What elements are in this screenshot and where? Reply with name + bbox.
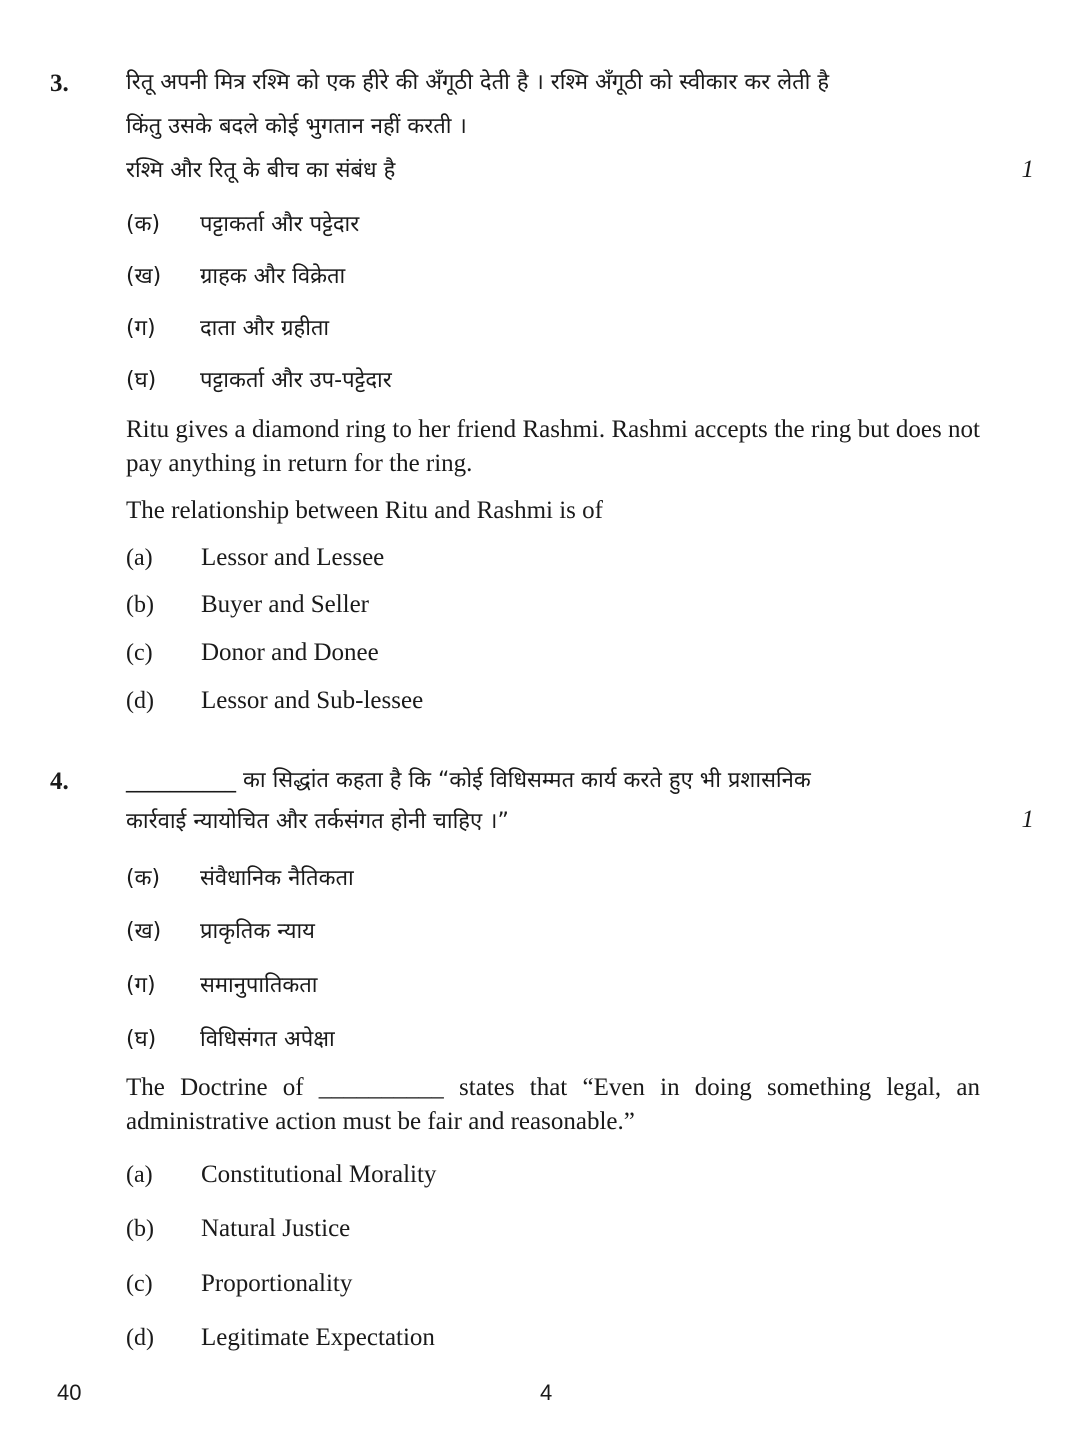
- question-hindi-stem-line: रितू अपनी मित्र रश्मि को एक हीरे की अँगूठी देती है । रश्मि अँगूठी को स्वीकार कर लेती है: [126, 70, 830, 95]
- question-hindi-stem-line: कार्रवाई न्यायोचित और तर्कसंगत होनी चाहिए ।”: [126, 809, 509, 834]
- option-text: विधिसंगत अपेक्षा: [200, 1027, 335, 1052]
- option-text: Donor and Donee: [201, 639, 379, 666]
- option-label: (घ): [126, 1027, 157, 1052]
- option-label: (क): [126, 212, 161, 237]
- option-text: Lessor and Sub-lessee: [201, 687, 424, 714]
- option-label: (ग): [126, 316, 156, 341]
- option-label: (क): [126, 866, 161, 891]
- option-text: Lessor and Lessee: [201, 544, 385, 571]
- option-text: Proportionality: [201, 1270, 353, 1297]
- option-label: (ख): [126, 264, 162, 289]
- question-english-stem: Ritu gives a diamond ring to her friend Rashmi. Rashmi accepts the ring but does not pay anything in return for the ring.: [126, 416, 980, 477]
- option-text: ग्राहक और विक्रेता: [200, 264, 346, 289]
- option-label: (ख): [126, 919, 162, 944]
- option-text: संवैधानिक नैतिकता: [200, 866, 354, 891]
- option-text: प्राकृतिक न्याय: [200, 919, 315, 944]
- footer-code: 40: [57, 1380, 82, 1405]
- option-label: (c): [126, 640, 153, 666]
- question-marks: 1: [1021, 806, 1034, 833]
- option-label: (a): [126, 545, 153, 571]
- option-text: Buyer and Seller: [201, 591, 370, 618]
- option-text: समानुपातिकता: [200, 973, 318, 998]
- option-label: (ग): [126, 973, 156, 998]
- option-label: (a): [126, 1162, 153, 1188]
- option-label: (d): [126, 1325, 154, 1351]
- option-text: पट्टाकर्ता और उप-पट्टेदार: [200, 368, 392, 393]
- question-hindi-stem-line: किंतु उसके बदले कोई भुगतान नहीं करती ।: [126, 114, 467, 139]
- option-label: (घ): [126, 368, 157, 393]
- question-marks: 1: [1021, 156, 1034, 183]
- question-hindi-stem-line: __________ का सिद्धांत कहता है कि “कोई विधिसम्मत कार्य करते हुए भी प्रशासनिक: [126, 768, 811, 793]
- option-label: (c): [126, 1271, 153, 1297]
- page-number: 4: [540, 1380, 553, 1405]
- option-label: (b): [126, 1216, 154, 1242]
- option-label: (d): [126, 688, 154, 714]
- question-hindi-prompt: रश्मि और रितू के बीच का संबंध है: [126, 158, 396, 183]
- option-text: दाता और ग्रहीता: [200, 316, 330, 341]
- option-text: Constitutional Morality: [201, 1161, 437, 1188]
- question-english-stem: The Doctrine of __________ states that “Even in doing something legal, an administrative action must be fair and reasonable.”: [126, 1074, 980, 1135]
- question-number: 4.: [50, 768, 69, 795]
- option-label: (b): [126, 592, 154, 618]
- question-number: 3.: [50, 70, 69, 97]
- option-text: Legitimate Expectation: [201, 1324, 435, 1351]
- option-text: पट्टाकर्ता और पट्टेदार: [200, 212, 360, 237]
- question-english-prompt: The relationship between Ritu and Rashmi is of: [126, 497, 603, 524]
- option-text: Natural Justice: [201, 1215, 351, 1242]
